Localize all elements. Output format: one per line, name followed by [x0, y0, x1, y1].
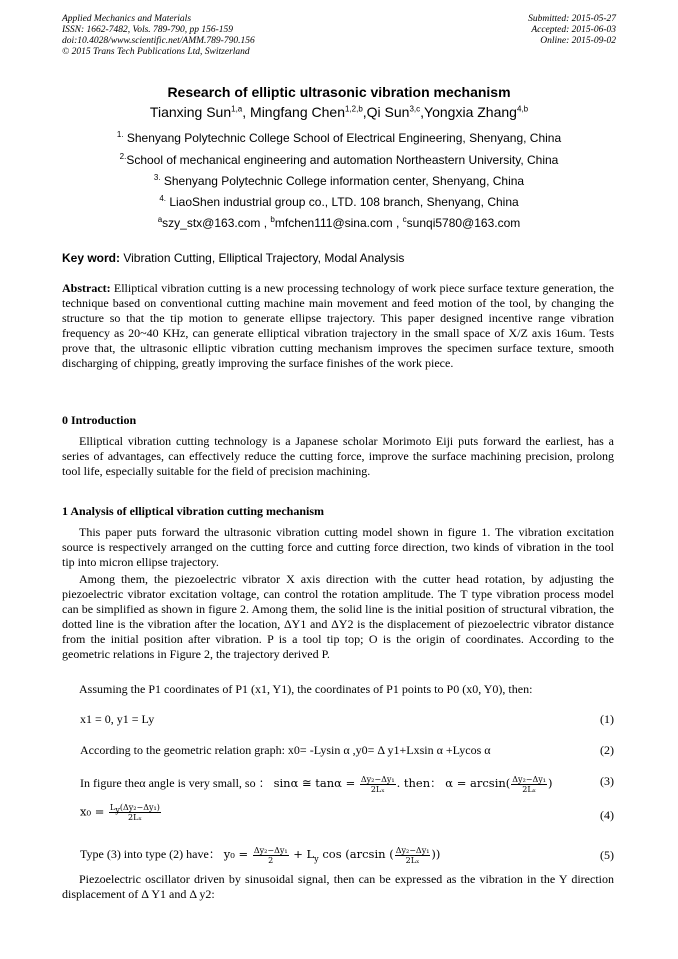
paragraph: Assuming the P1 coordinates of P1 (x1, Y1), the coordinates of P1 points to P0 (x0, Y0), then: — [79, 682, 533, 696]
equation-text: x1 = 0, y1 = Ly — [80, 712, 155, 726]
equation-5 — [62, 845, 614, 871]
equation-prefix: Type (3) into type (2) have： — [80, 847, 221, 861]
journal-header — [62, 14, 255, 58]
affiliation-text: LiaoShen industrial group co., LTD. 108 branch, Shenyang, China — [166, 195, 519, 209]
affiliation-mark: 2. — [119, 152, 127, 161]
paragraph: Elliptical vibration cutting technology is a Japanese scholar Morimoto Eiji puts forward the earliest, has a series of advantages, can effectively reduce the cutting force, improve the surface machining precision, prolong tool life, especially suitable for the field of precision machining. — [62, 434, 614, 478]
abstract-text: Elliptical vibration cutting is a new processing technology of work piece surface texture generation, the technique based on conventional cutting machine main movement and feed motion of the tool, by changing the structure so that the tip motion to generate ellipse trajectory. This paper designed incentive range vibration frequency as 20~40 KHz, can generate elliptical vibration trajectory in the small space of X/Z axis 16um. Tests prove that, the ultrasonic elliptic vibration cutting mechanism improves the specimen surface texture, smooth discharging of chipping, greatly improving the surface finishes of the work piece. — [62, 281, 614, 370]
equation-number: (4) — [600, 808, 614, 822]
affiliation — [0, 153, 678, 167]
email-mark: b — [270, 215, 275, 224]
equation-formula: y₀ = $\frac{\text{Δy₂−Δy₁}}{2}$ + $L_y$ cos (arcsin ( $\frac{\text{Δy₂−Δy₁}}{\text{2Lₓ}}$ )) — [223, 845, 441, 865]
email-mark: a — [157, 215, 163, 224]
author-affil: 4,b — [516, 104, 529, 114]
email-link[interactable]: szy_stx@163.com — [162, 216, 261, 230]
journal-issn: ISSN: 1662-7482, Vols. 789-790, pp 156-159 — [62, 25, 233, 35]
author-affil: 1,2,b — [344, 104, 363, 114]
equation-3 — [62, 774, 614, 798]
keywords — [62, 251, 614, 265]
equation-1 — [62, 712, 614, 728]
online-date: Online: 2015-09-02 — [540, 36, 616, 46]
keyword-label: Key word: — [62, 251, 121, 265]
journal-name: Applied Mechanics and Materials — [62, 14, 192, 24]
author-name: Yongxia Zhang — [424, 104, 517, 120]
submitted-date: Submitted: 2015-05-27 — [528, 14, 616, 24]
author-list: Tianxing Sun$^{1,a}$, Mingfang Chen$^{1,2,b}$,Qi Sun$^{3,c}$,Yongxia Zhang$^{4,b}$ — [149, 104, 529, 120]
affiliation-text: Shenyang Polytechnic College information center, Shenyang, China — [160, 174, 525, 188]
journal-doi: doi:10.4028/www.scientific.net/AMM.789-790.156 — [62, 36, 255, 46]
affiliation-text: Shenyang Polytechnic College School of Electrical Engineering, Shenyang, China — [123, 131, 562, 145]
equation-number: (2) — [600, 743, 614, 757]
section-heading: 1 Analysis of elliptical vibration cutting mechanism — [62, 504, 325, 518]
equation-prefix: In figure theα angle is very small, so ： — [80, 776, 271, 790]
journal-copyright: © 2015 Trans Tech Publications Ltd, Switzerland — [62, 47, 250, 57]
paragraph: This paper puts forward the ultrasonic vibration cutting model shown in figure 1. The vibration excitation source is respectively arranged on the cutting force and cutting force direction, two kinds of vibration in the tool tip into micron ellipse trajectory. — [62, 525, 614, 569]
affiliation-text: School of mechanical engineering and automation Northeastern University, China — [126, 153, 559, 167]
author-affil: 3,c — [409, 104, 421, 114]
dates-header — [528, 14, 616, 47]
affiliation-mark: 1. — [116, 130, 124, 139]
equation-formula: sinα ≅ tanα = $\frac{\text{Δy₂−Δy₁}}{\text{2Lₓ}}$ . then： α = arcsin( $\frac{\text{Δy₂−Δy₁}}{\text{2Lₓ}}$ ) — [273, 774, 553, 794]
author-emails: $^a$szy_stx@163.com , $^b$mfchen111@sina.com , $^c$sunqi5780@163.com — [157, 215, 521, 230]
affiliation — [0, 195, 678, 209]
affiliation — [0, 131, 678, 145]
equation-text: According to the geometric relation graph: x0= -Lysin α ,y0= Δ y1+Lxsin α +Lycos α — [80, 743, 491, 757]
author-name: Qi Sun — [366, 104, 410, 120]
affiliation — [0, 174, 678, 188]
affiliation-mark: 4. — [159, 194, 166, 203]
email-mark: c — [402, 215, 407, 224]
equation-2 — [62, 743, 614, 759]
equation-number: (3) — [600, 774, 614, 788]
affiliation-mark: 3. — [153, 173, 161, 182]
paragraph: Piezoelectric oscillator driven by sinusoidal signal, then can be expressed as the vibration in the Y direction displacement of Δ Y1 and Δ y2: — [62, 872, 614, 901]
email-link[interactable]: mfchen111@sina.com — [274, 216, 393, 230]
author-affil: 1,a — [231, 104, 243, 114]
equation-4 — [62, 803, 614, 831]
equation-text — [80, 774, 553, 794]
email-link[interactable]: sunqi5780@163.com — [406, 216, 521, 230]
abstract-label: Abstract: — [62, 281, 111, 295]
author-name: Tianxing Sun — [149, 104, 232, 120]
equation-number: (5) — [600, 848, 614, 862]
equation-formula: x₀ = $\frac{L_y(\Delta y_2-\Delta y_1)}{\text{2Lₓ}}$ — [80, 803, 160, 822]
paragraph: Among them, the piezoelectric vibrator X axis direction with the cutter head rotation, by adjusting the piezoelectric vibrator excitation voltage, can control the rotation amplitude. The T type vibration process model can be simplified as shown in figure 2. Among them, the solid line is the initial position of structural vibration, the dotted line is the vibration after the location, ΔY1 and ΔY2 is the displacement of piezoelectric vibrator distance from the initial position after vibration. P is a tool tip top; O is the origin of coordinates. According to the geometric relations in Figure 2, the trajectory derived P. — [62, 572, 614, 661]
accepted-date: Accepted: 2015-06-03 — [531, 25, 616, 35]
keyword-text: Vibration Cutting, Elliptical Trajectory, Modal Analysis — [120, 251, 405, 265]
section-heading: 0 Introduction — [62, 413, 137, 427]
equation-number: (1) — [600, 712, 614, 726]
equation-text — [80, 845, 440, 865]
author-name: Mingfang Chen — [250, 104, 345, 120]
abstract — [62, 281, 614, 371]
paper-title: Research of elliptic ultrasonic vibration mechanism — [167, 84, 511, 100]
